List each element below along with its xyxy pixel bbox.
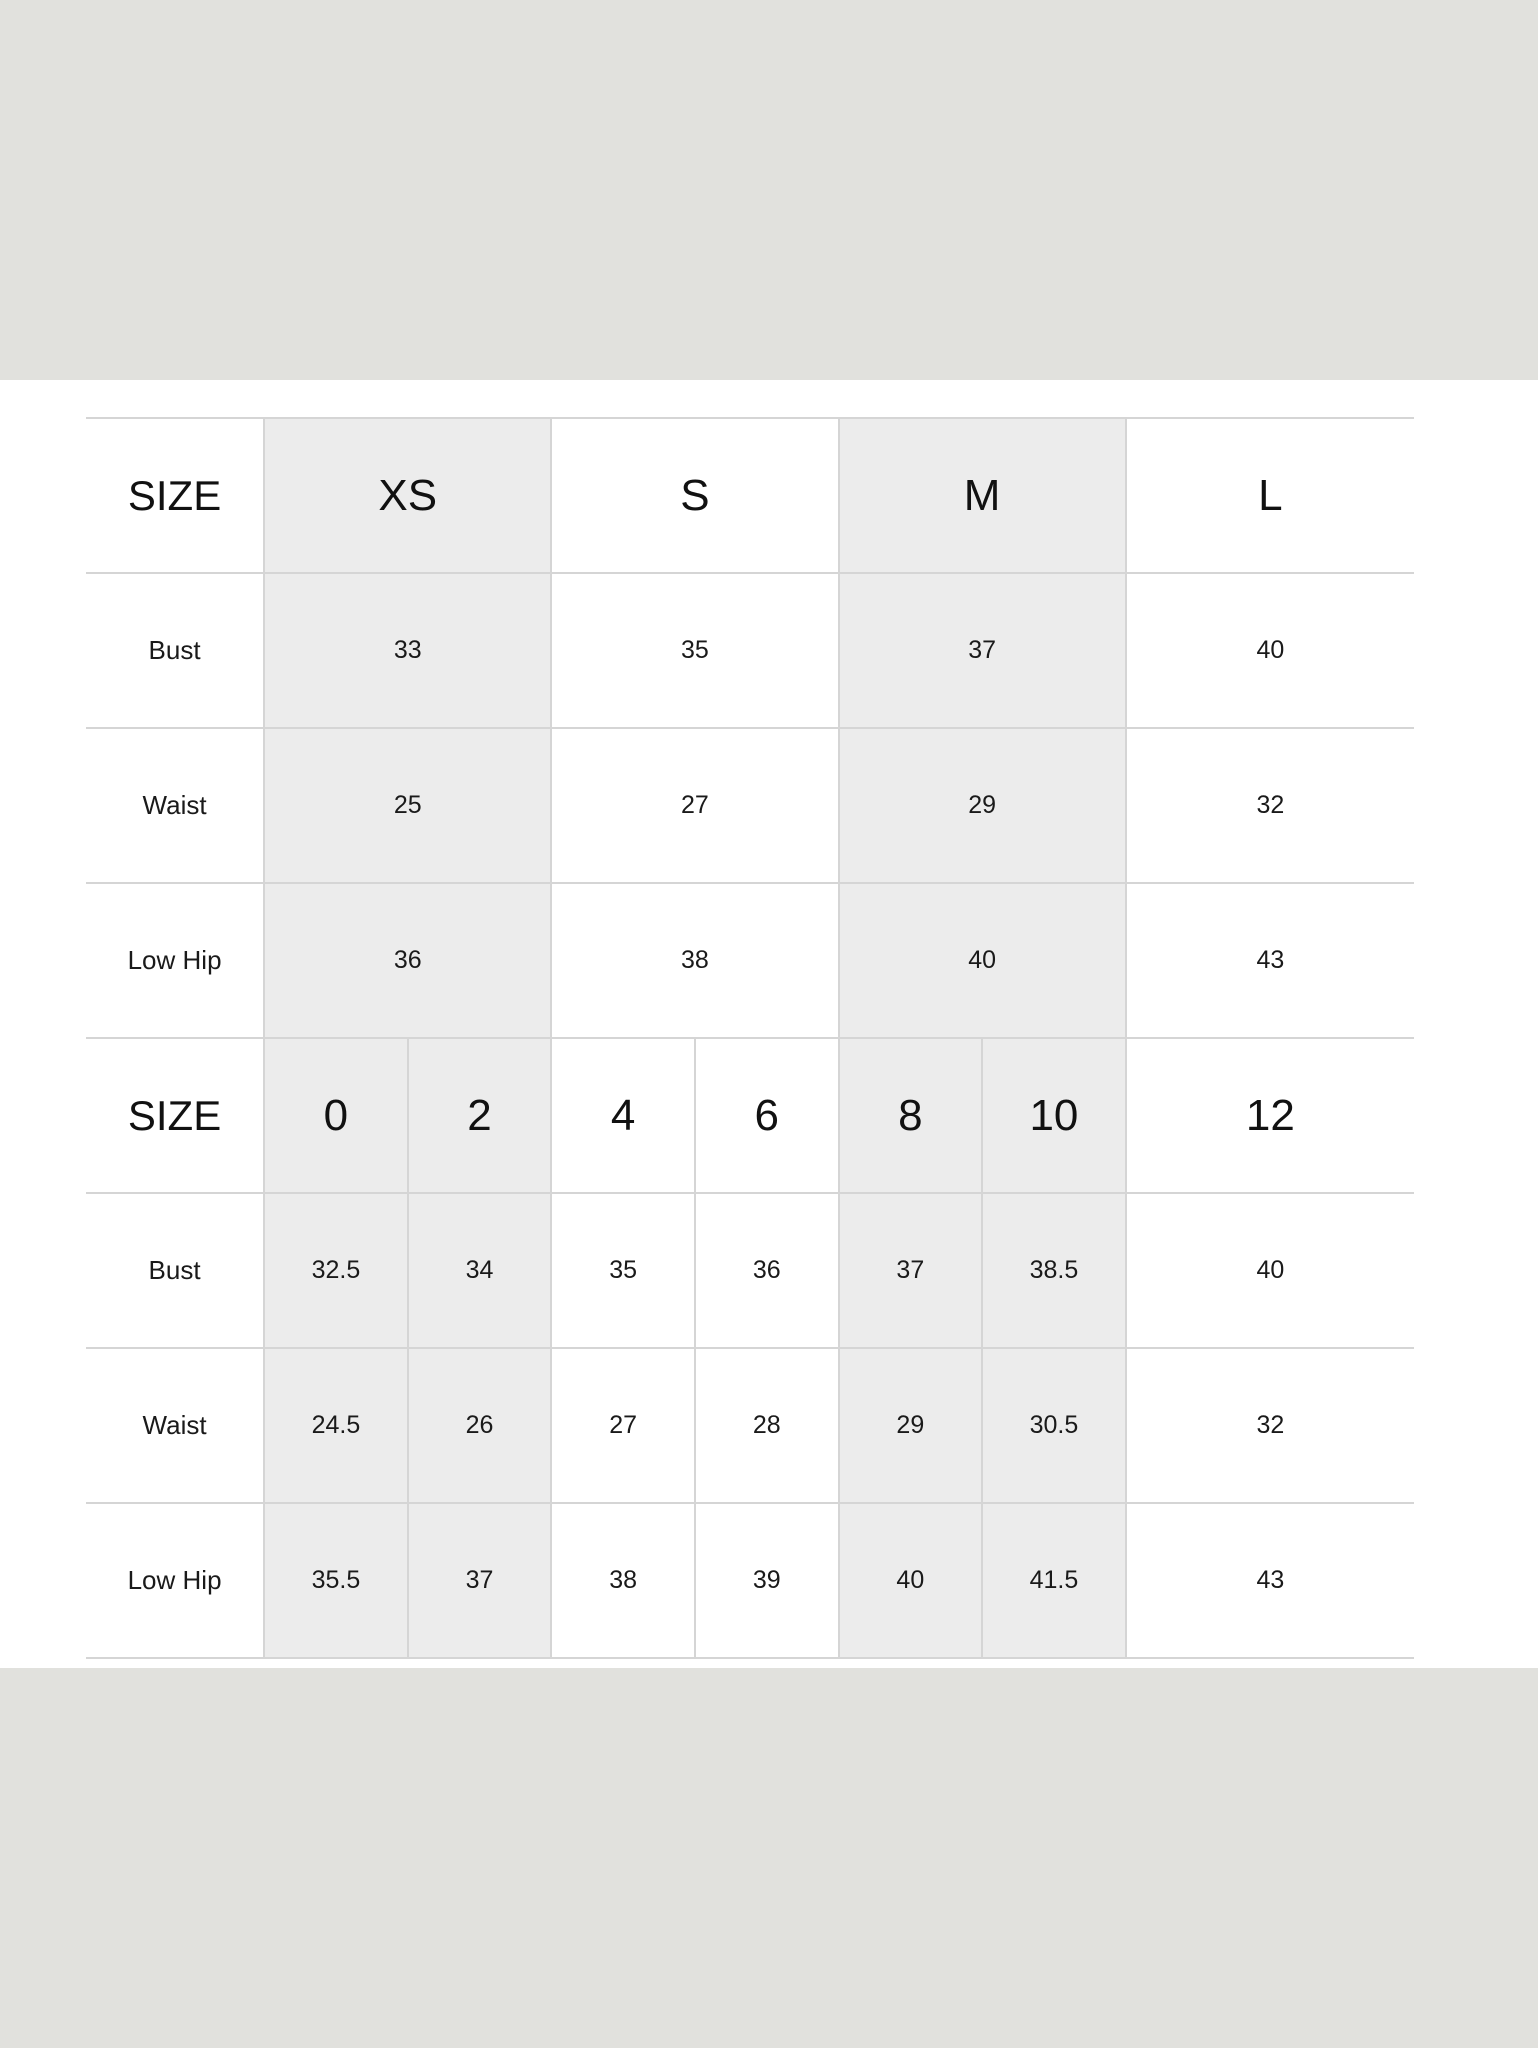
- table-cell: 37: [408, 1503, 552, 1658]
- table-cell: 27: [551, 1348, 695, 1503]
- size-0-header: 0: [264, 1038, 408, 1193]
- row-label-bust: Bust: [86, 573, 264, 728]
- size-4-header: 4: [551, 1038, 695, 1193]
- table-cell: 41.5: [982, 1503, 1126, 1658]
- table-cell: 25: [264, 728, 551, 883]
- size-chart-panel: [0, 380, 1538, 1668]
- numeric-size-label: SIZE: [86, 1038, 264, 1193]
- row-label-low-hip: Low Hip: [86, 883, 264, 1038]
- table-cell: 32.5: [264, 1193, 408, 1348]
- numeric-bust-row: [86, 1193, 1414, 1348]
- size-10-header: 10: [982, 1038, 1126, 1193]
- table-cell: 38: [551, 1503, 695, 1658]
- size-s-header: S: [551, 418, 838, 573]
- table-cell: 32: [1126, 728, 1414, 883]
- row-label-low-hip: Low Hip: [86, 1503, 264, 1658]
- alpha-waist-row: [86, 728, 1414, 883]
- size-6-header: 6: [695, 1038, 839, 1193]
- table-cell: 32: [1126, 1348, 1414, 1503]
- alpha-bust-row: [86, 573, 1414, 728]
- size-12-header: 12: [1126, 1038, 1414, 1193]
- table-cell: 40: [1126, 573, 1414, 728]
- table-cell: 34: [408, 1193, 552, 1348]
- size-chart-table: [86, 417, 1414, 1659]
- table-cell: 40: [839, 1503, 983, 1658]
- table-cell: 40: [1126, 1193, 1414, 1348]
- table-cell: 43: [1126, 1503, 1414, 1658]
- table-cell: 37: [839, 573, 1126, 728]
- table-cell: 27: [551, 728, 838, 883]
- alpha-low-hip-row: [86, 883, 1414, 1038]
- table-cell: 37: [839, 1193, 983, 1348]
- table-cell: 26: [408, 1348, 552, 1503]
- size-2-header: 2: [408, 1038, 552, 1193]
- row-label-waist: Waist: [86, 1348, 264, 1503]
- table-cell: 30.5: [982, 1348, 1126, 1503]
- row-label-waist: Waist: [86, 728, 264, 883]
- table-cell: 40: [839, 883, 1126, 1038]
- alpha-header-row: [86, 418, 1414, 573]
- table-cell: 35.5: [264, 1503, 408, 1658]
- table-cell: 39: [695, 1503, 839, 1658]
- numeric-header-row: [86, 1038, 1414, 1193]
- table-cell: 29: [839, 728, 1126, 883]
- table-cell: 36: [695, 1193, 839, 1348]
- alpha-size-label: SIZE: [86, 418, 264, 573]
- table-cell: 43: [1126, 883, 1414, 1038]
- numeric-low-hip-row: [86, 1503, 1414, 1658]
- size-l-header: L: [1126, 418, 1414, 573]
- table-cell: 38.5: [982, 1193, 1126, 1348]
- table-cell: 36: [264, 883, 551, 1038]
- size-m-header: M: [839, 418, 1126, 573]
- row-label-bust: Bust: [86, 1193, 264, 1348]
- table-cell: 29: [839, 1348, 983, 1503]
- size-xs-header: XS: [264, 418, 551, 573]
- table-cell: 35: [551, 573, 838, 728]
- table-cell: 35: [551, 1193, 695, 1348]
- size-8-header: 8: [839, 1038, 983, 1193]
- table-cell: 24.5: [264, 1348, 408, 1503]
- table-cell: 38: [551, 883, 838, 1038]
- table-cell: 28: [695, 1348, 839, 1503]
- numeric-waist-row: [86, 1348, 1414, 1503]
- size-chart: [86, 417, 1414, 1659]
- table-cell: 33: [264, 573, 551, 728]
